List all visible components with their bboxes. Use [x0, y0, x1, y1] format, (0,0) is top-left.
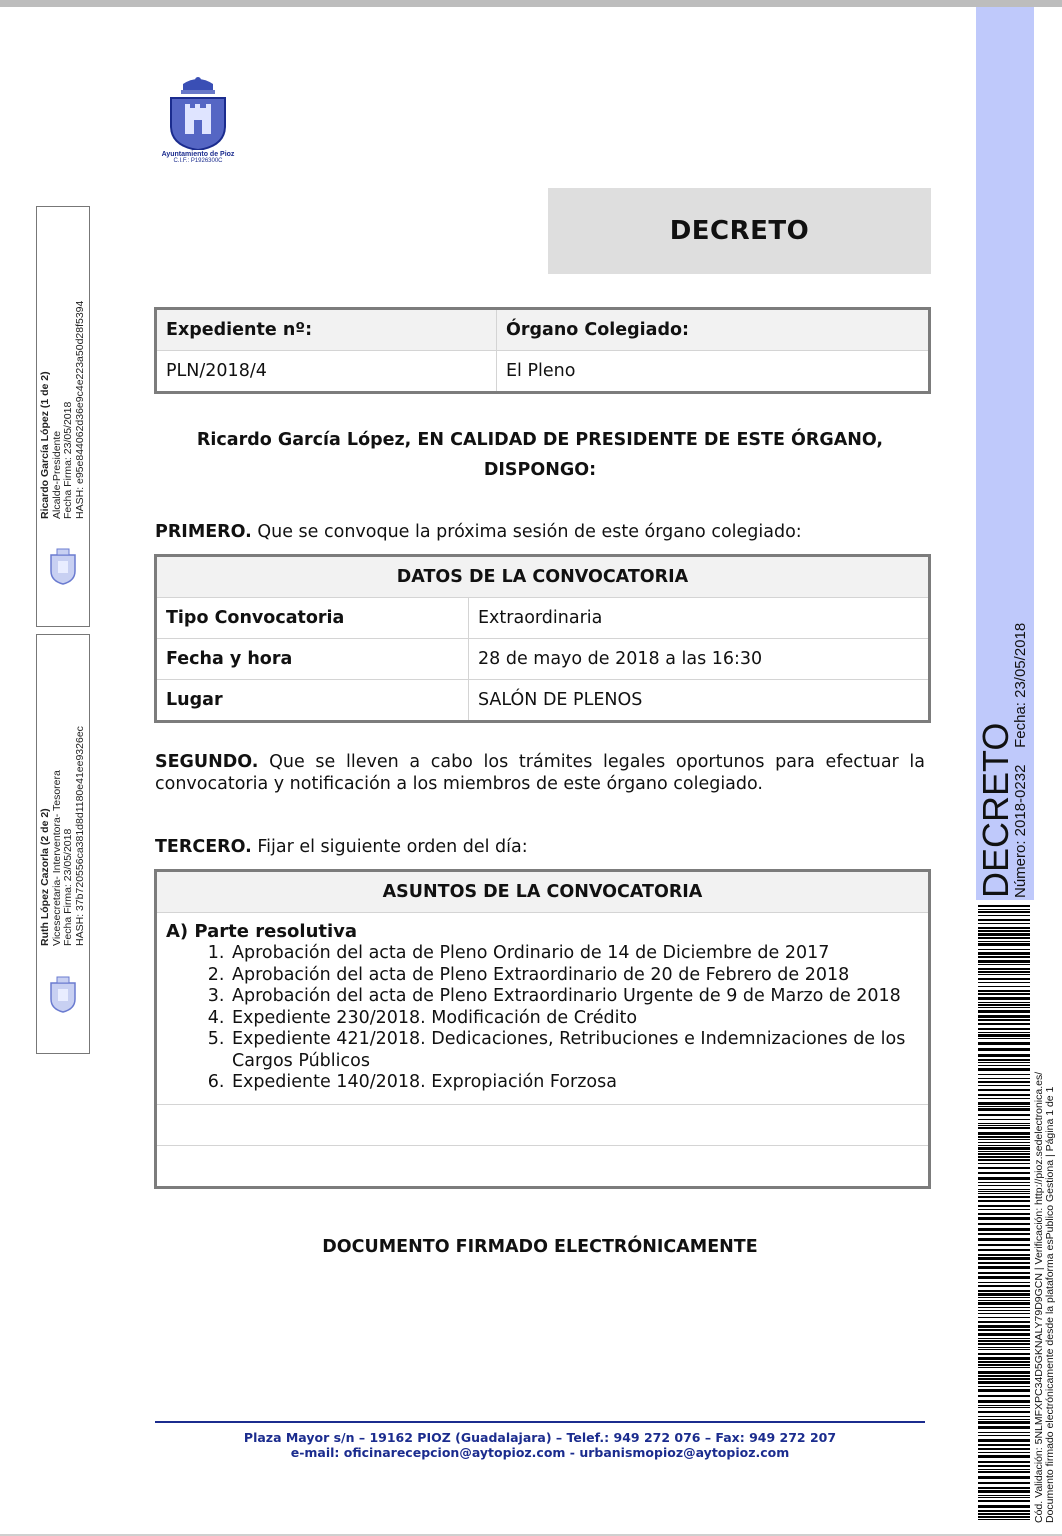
barcode-bar	[978, 1114, 1030, 1116]
barcode-bar	[978, 1519, 1030, 1520]
barcode-bar	[978, 1411, 1030, 1413]
barcode-bar	[978, 937, 1030, 939]
barcode-bar	[978, 1048, 1030, 1051]
barcode-bar	[978, 905, 1030, 907]
barcode-bar	[978, 1249, 1030, 1251]
barcode-bar	[978, 1177, 1030, 1180]
expediente-header: Expediente nº:	[156, 309, 497, 351]
barcode-bar	[978, 1089, 1030, 1091]
barcode-bar	[978, 927, 1030, 929]
barcode-bar	[978, 1513, 1030, 1515]
presidente-statement	[155, 425, 925, 485]
barcode-bar	[978, 1375, 1030, 1377]
barcode-bar	[978, 1381, 1030, 1384]
stamp-date: Fecha: 23/05/2018	[1012, 622, 1029, 748]
barcode-bar	[978, 1465, 1030, 1467]
firmado-label: DOCUMENTO FIRMADO ELECTRÓNICAMENTE	[322, 1237, 758, 1257]
row-label: Lugar	[156, 680, 469, 722]
asuntos-title: ASUNTOS DE LA CONVOCATORIA	[156, 871, 930, 913]
barcode-bar	[978, 1455, 1030, 1458]
barcode-bar	[978, 1189, 1030, 1190]
barcode-bar	[978, 1282, 1030, 1283]
barcode-bar	[978, 1490, 1030, 1493]
table-row	[156, 680, 930, 722]
barcode-bar	[978, 1364, 1030, 1366]
barcode-bar	[978, 930, 1030, 932]
barcode-bar	[978, 1378, 1030, 1380]
list-item: 5. Expediente 421/2018. Dedicaciones, Retribuciones e Indemnizaciones de los Cargos Públicos	[230, 1029, 919, 1072]
asuntos-table	[154, 869, 931, 1189]
barcode-bar	[978, 990, 1030, 992]
signer-date: Fecha Firma: 23/05/2018	[62, 828, 74, 946]
barcode-bar	[978, 1297, 1030, 1298]
barcode-bar	[978, 1495, 1030, 1496]
barcode-bar	[978, 1081, 1030, 1083]
barcode-bar	[978, 1349, 1030, 1350]
segundo-paragraph	[155, 751, 925, 795]
primero-text: Que se convoque la próxima sesión de este órgano colegiado:	[251, 522, 802, 542]
barcode-bar	[978, 1310, 1030, 1311]
barcode-bar	[978, 1172, 1030, 1174]
org-cif: C.I.F.: P1926300C	[173, 158, 223, 164]
barcode-bar	[978, 968, 1030, 970]
tercero-label: TERCERO.	[155, 837, 252, 857]
list-item: 4. Expediente 230/2018. Modificación de Crédito	[230, 1008, 919, 1030]
stamp-number: Número: 2018-0232	[1012, 764, 1029, 898]
row-label: Tipo Convocatoria	[156, 598, 469, 639]
barcode-bar	[978, 1487, 1030, 1489]
barcode-bar	[978, 1004, 1030, 1006]
barcode-bar	[978, 1213, 1030, 1215]
barcode-bar	[978, 1386, 1030, 1387]
barcode-bar	[978, 1333, 1030, 1336]
coat-of-arms-icon	[163, 76, 233, 150]
barcode-bar	[978, 1426, 1030, 1429]
organo-header: Órgano Colegiado:	[497, 309, 930, 351]
barcode-bar	[978, 1497, 1030, 1498]
signer-name: Ricardo García López (1 de 2)	[39, 371, 51, 519]
barcode-bar	[978, 1078, 1030, 1079]
barcode-bar	[978, 1482, 1030, 1484]
barcode-bar	[978, 1125, 1030, 1126]
barcode-bar	[978, 1285, 1030, 1287]
barcode-bar	[978, 1505, 1030, 1508]
barcode-bar	[978, 1074, 1030, 1075]
barcode-bar	[978, 1476, 1030, 1479]
barcode-bar	[978, 1444, 1030, 1446]
table-row	[156, 639, 930, 680]
barcode-bar	[978, 941, 1030, 942]
barcode-bar	[978, 1400, 1030, 1403]
barcode-bar	[978, 1019, 1030, 1021]
barcode-bar	[978, 1119, 1030, 1120]
barcode-bar	[978, 978, 1030, 980]
barcode-bar	[978, 1185, 1030, 1186]
barcode-bar	[978, 1421, 1030, 1424]
barcode-bar	[978, 911, 1030, 913]
signature-text	[40, 726, 86, 946]
barcode-bar	[978, 952, 1030, 955]
barcode-bar	[978, 1139, 1030, 1140]
barcode-bar	[978, 1065, 1030, 1066]
barcode-bar	[978, 1068, 1030, 1071]
barcode-bar	[978, 974, 1030, 975]
barcode-bar	[978, 1338, 1030, 1339]
footer-rule	[155, 1421, 925, 1423]
barcode-bar	[978, 1200, 1030, 1202]
barcode-bar	[978, 1217, 1030, 1220]
tercero-paragraph	[155, 836, 925, 858]
barcode-bar	[978, 1159, 1030, 1161]
convocatoria-title: DATOS DE LA CONVOCATORIA	[156, 556, 930, 598]
barcode-bar	[978, 1193, 1030, 1194]
barcode-bar	[978, 1293, 1030, 1296]
barcode-bar	[978, 1062, 1030, 1063]
stamp-number-date	[1012, 623, 1029, 898]
barcode-bar	[978, 943, 1030, 946]
list-item: 1. Aprobación del acta de Pleno Ordinario de 14 de Diciembre de 2017	[230, 943, 919, 965]
barcode-bar	[978, 1136, 1030, 1138]
barcode-bar	[978, 1094, 1030, 1096]
barcode-bar	[978, 1395, 1030, 1397]
list-item: 2. Aprobación del acta de Pleno Extraordinario de 20 de Febrero de 2018	[230, 965, 919, 987]
barcode-bar	[978, 1419, 1030, 1420]
barcode-bar	[978, 1510, 1030, 1512]
row-value: SALÓN DE PLENOS	[469, 680, 930, 722]
signer-hash: HASH: 37b720556ca381d8d1180e41ee9326ec	[73, 726, 86, 946]
barcode-bar	[978, 1407, 1030, 1408]
barcode-bar	[978, 1191, 1030, 1192]
seal-icon	[48, 975, 78, 1013]
barcode-bar	[978, 1347, 1030, 1348]
barcode-bar	[978, 1209, 1030, 1210]
barcode-bar	[978, 1244, 1030, 1246]
barcode-bar	[978, 1123, 1030, 1124]
barcode-bar	[978, 1272, 1030, 1274]
signature-text	[40, 301, 86, 519]
barcode-bar	[978, 1145, 1030, 1146]
barcode-bar	[978, 960, 1030, 963]
primero-label: PRIMERO.	[155, 522, 252, 542]
barcode-bar	[978, 1257, 1030, 1260]
barcode-bar	[978, 1290, 1030, 1292]
convocatoria-table	[154, 554, 931, 723]
barcode-bar	[978, 956, 1030, 958]
barcode-bar	[978, 1405, 1030, 1406]
barcode-bar	[978, 1102, 1030, 1105]
barcode-bar	[978, 919, 1030, 921]
barcode-bar	[978, 997, 1030, 1000]
barcode-bar	[978, 1353, 1030, 1355]
barcode-bar	[978, 1276, 1030, 1279]
segundo-text: Que se lleven a cabo los trámites legales oportunos para efectuar la convocatoria y notificación a los miembros de este órgano colegiado.	[155, 752, 925, 794]
table-row	[156, 598, 930, 639]
barcode-bar	[978, 1032, 1030, 1033]
signer-date: Fecha Firma: 23/05/2018	[62, 401, 74, 519]
organo-value: El Pleno	[497, 351, 930, 393]
barcode-bar	[978, 1516, 1030, 1518]
barcode-bar	[978, 1015, 1030, 1018]
barcode-bar	[978, 1038, 1030, 1039]
barcode-bar	[978, 1108, 1030, 1111]
empty-row	[156, 1104, 930, 1145]
barcode-bar	[978, 1205, 1030, 1207]
barcode-bar	[978, 1156, 1030, 1158]
agenda-list	[166, 943, 919, 1094]
presidente-line2: DISPONGO:	[483, 460, 597, 480]
barcode-bar	[978, 1389, 1030, 1392]
barcode-bar	[978, 1127, 1030, 1129]
barcode-bar	[978, 1151, 1030, 1152]
seal-icon	[48, 547, 78, 585]
barcode-bar	[978, 1106, 1030, 1107]
row-value: Extraordinaria	[469, 598, 930, 639]
barcode-bar	[978, 1262, 1030, 1264]
barcode-bar	[978, 1313, 1030, 1314]
stamp-type: DECRETO	[975, 722, 1016, 898]
validation-platform: Documento firmado electrónicamente desde la plataforma esPublico Gestiona | Página 1 de 1	[1044, 1086, 1056, 1523]
barcode-bar	[978, 1307, 1030, 1308]
barcode-bar	[978, 1034, 1030, 1037]
barcode-bar	[978, 1023, 1030, 1025]
segundo-label: SEGUNDO.	[155, 752, 259, 772]
municipal-logo	[150, 76, 246, 164]
signature-box-2	[36, 634, 90, 1054]
barcode-bar	[978, 1054, 1030, 1057]
barcode-bar	[978, 1432, 1030, 1433]
barcode-bar	[978, 923, 1030, 924]
barcode-bar	[978, 1439, 1030, 1442]
barcode-bar	[978, 1010, 1030, 1013]
barcode-bar	[978, 1469, 1030, 1470]
agenda-cell	[156, 913, 930, 1105]
signer-hash: HASH: e95e844062d36e9c4e223a50d28f5394	[73, 300, 86, 519]
barcode-bar	[978, 1098, 1030, 1099]
barcode-bar	[978, 1500, 1030, 1502]
barcode-bar	[978, 933, 1030, 936]
barcode-bar	[978, 1367, 1030, 1368]
barcode-bar	[978, 915, 1030, 916]
org-name: Ayuntamiento de Pioz	[161, 151, 235, 158]
barcode-bar	[978, 1266, 1030, 1269]
barcode-bar	[978, 1300, 1030, 1301]
barcode-bar	[978, 1357, 1030, 1360]
barcode-bar	[978, 993, 1030, 995]
barcode-bar	[978, 1317, 1030, 1318]
barcode-bar	[978, 949, 1030, 950]
barcode-bar	[978, 1343, 1030, 1345]
barcode-bar	[978, 1085, 1030, 1086]
barcode-bar	[978, 909, 1030, 910]
barcode-bar	[978, 964, 1030, 965]
barcode-bar	[978, 982, 1030, 983]
empty-row	[156, 1145, 930, 1187]
barcode	[978, 905, 1030, 1525]
barcode-bar	[978, 1325, 1030, 1328]
barcode-bar	[978, 1228, 1030, 1231]
barcode-bar	[978, 1321, 1030, 1323]
barcode-bar	[978, 986, 1030, 987]
barcode-bar	[978, 1163, 1030, 1164]
barcode-bar	[978, 1042, 1030, 1045]
barcode-bar	[978, 1132, 1030, 1135]
expediente-table	[154, 307, 931, 394]
primero-paragraph	[155, 521, 925, 543]
barcode-bar	[978, 1238, 1030, 1241]
presidente-line1: Ricardo García López, EN CALIDAD DE PRESIDENTE DE ESTE ÓRGANO,	[196, 430, 884, 450]
barcode-bar	[978, 1302, 1030, 1305]
signer-role: Vicesecretaria- Interventora- Tesorera	[50, 770, 63, 946]
barcode-bar	[978, 1233, 1030, 1235]
expediente-value: PLN/2018/4	[156, 351, 497, 393]
barcode-bar	[978, 1002, 1030, 1003]
footer-address: Plaza Mayor s/n – 19162 PIOZ (Guadalajara) – Telef.: 949 272 076 – Fax: 949 272 207	[243, 1430, 837, 1445]
row-value: 28 de mayo de 2018 a las 16:30	[469, 639, 930, 680]
barcode-bar	[978, 1059, 1030, 1061]
barcode-bar	[978, 1471, 1030, 1473]
signer-role: Alcalde-Presidente	[50, 430, 63, 519]
barcode-bar	[978, 1223, 1030, 1225]
list-item: 3. Aprobación del acta de Pleno Extraordinario Urgente de 9 de Marzo de 2018	[230, 986, 919, 1008]
validation-text	[1034, 1072, 1056, 1523]
barcode-bar	[978, 1254, 1030, 1256]
barcode-bar	[978, 1340, 1030, 1342]
barcode-bar	[978, 1361, 1030, 1363]
validation-code: Cód. Validación: 5NLMFXPC34D5GKNALY79D9GCN | Verificación: http://pioz.sedelectronica.es/	[1033, 1071, 1045, 1523]
barcode-bar	[978, 1416, 1030, 1417]
barcode-bar	[978, 1167, 1030, 1169]
barcode-bar	[978, 1028, 1030, 1030]
list-item: 6. Expediente 140/2018. Expropiación Forzosa	[230, 1072, 919, 1094]
tercero-text: Fijar el siguiente orden del día:	[251, 837, 528, 857]
barcode-bar	[978, 1329, 1030, 1331]
barcode-bar	[978, 1452, 1030, 1453]
barcode-bar	[978, 971, 1030, 973]
barcode-bar	[978, 1147, 1030, 1150]
barcode-bar	[978, 1142, 1030, 1143]
barcode-bar	[978, 1007, 1030, 1008]
barcode-bar	[978, 1448, 1030, 1450]
document-title: DECRETO	[548, 188, 931, 274]
barcode-bar	[978, 1461, 1030, 1463]
barcode-bar	[978, 1196, 1030, 1198]
footer-email: e-mail: oficinarecepcion@aytopioz.com - urbanismopioz@aytopioz.com	[290, 1445, 790, 1460]
agenda-section-title: A) Parte resolutiva	[166, 921, 358, 942]
barcode-bar	[978, 1182, 1030, 1183]
barcode-bar	[978, 1371, 1030, 1374]
barcode-bar	[978, 1153, 1030, 1155]
signature-box-1	[36, 206, 90, 627]
row-label: Fecha y hora	[156, 639, 469, 680]
barcode-bar	[978, 1435, 1030, 1436]
top-border	[0, 0, 1062, 7]
signer-name: Ruth López Cazorla (2 de 2)	[39, 808, 51, 946]
